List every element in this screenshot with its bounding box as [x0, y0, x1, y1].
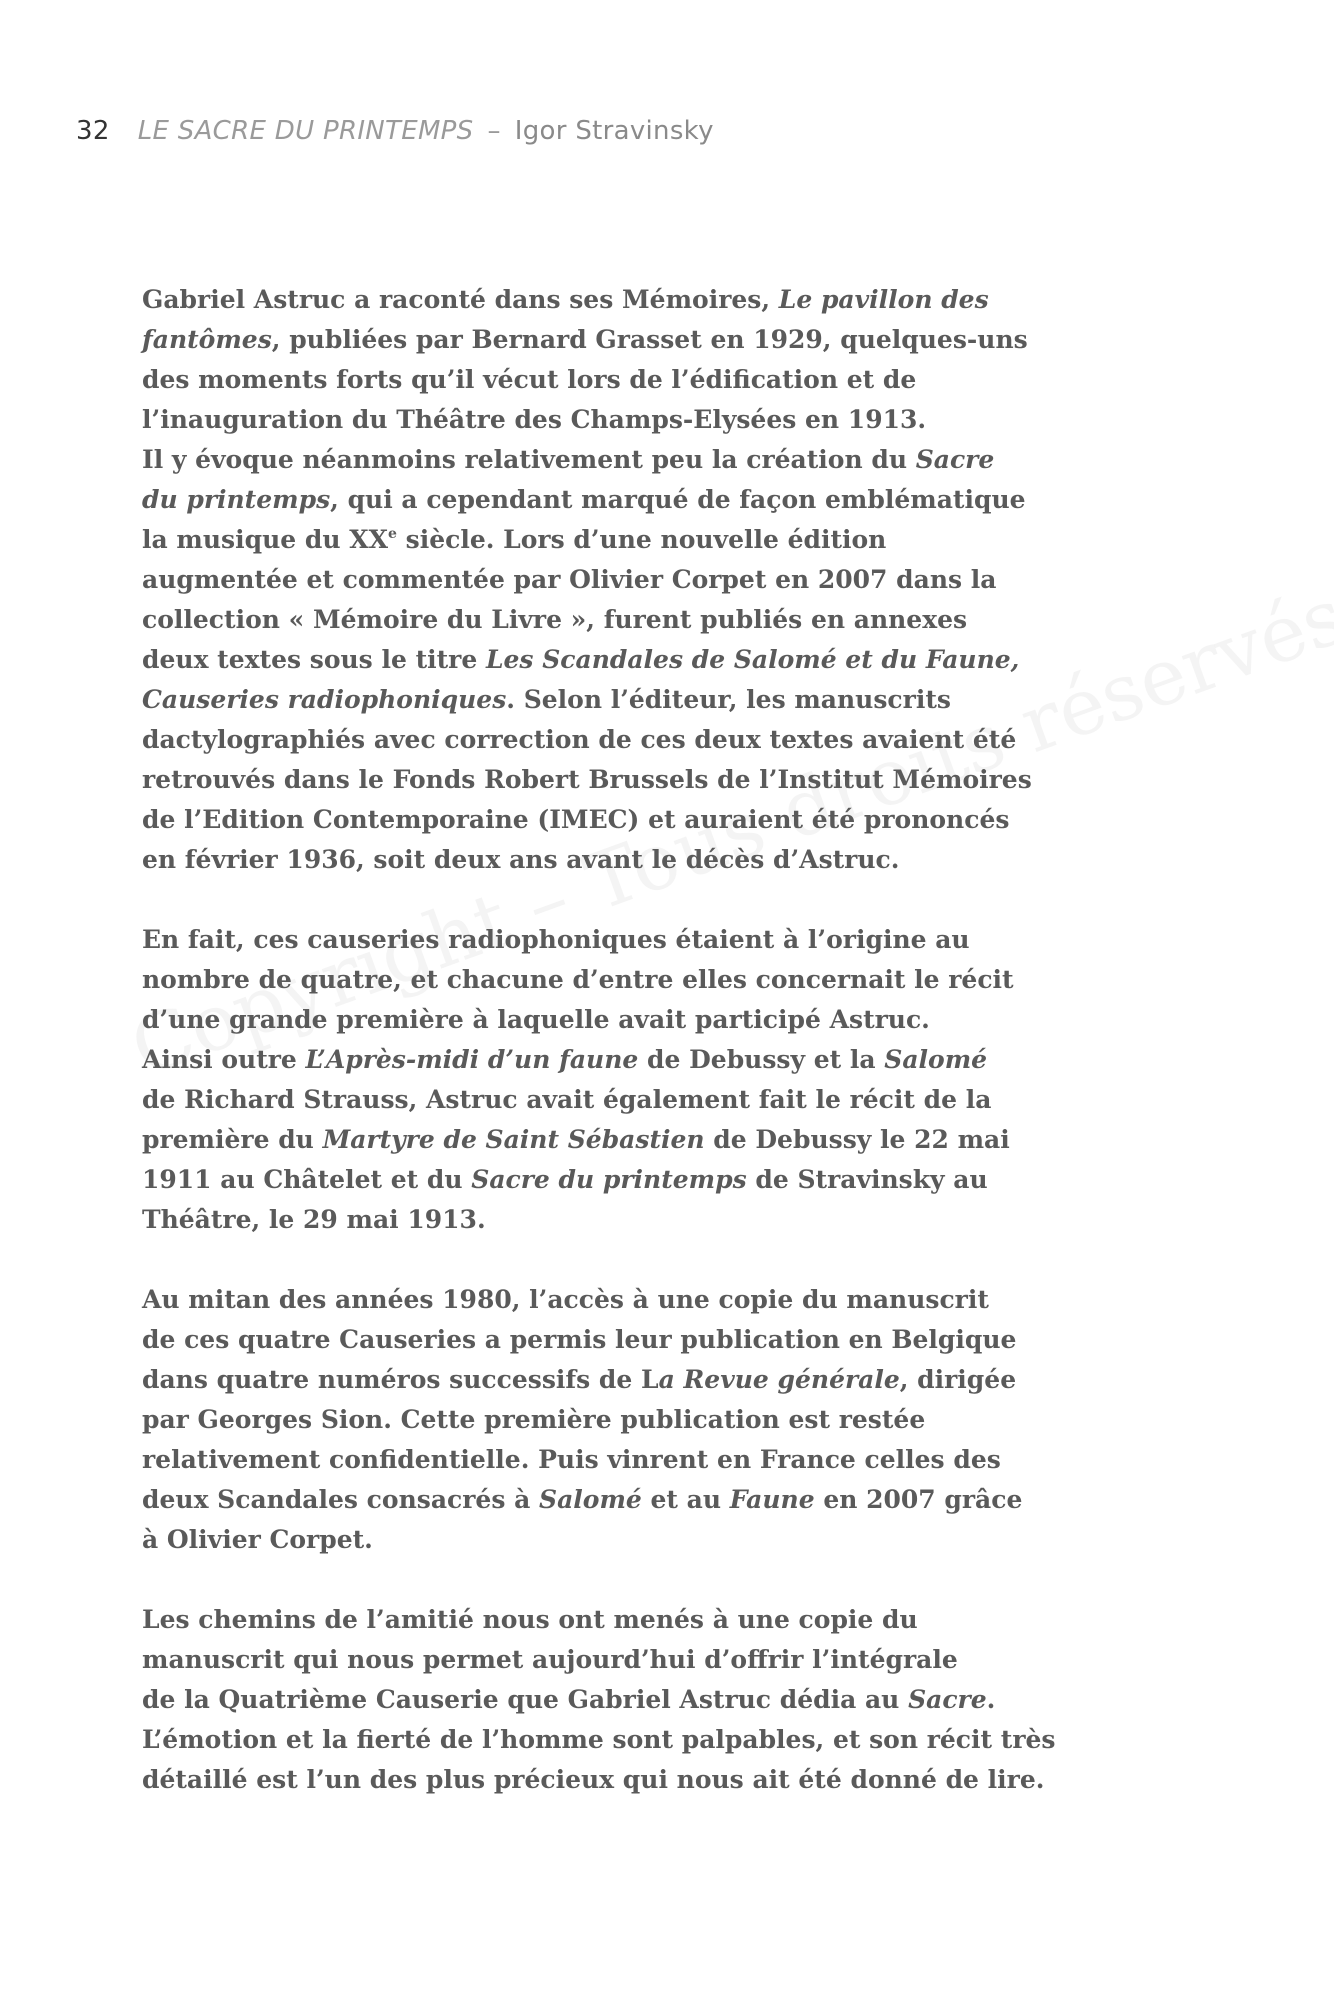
text-run: . Selon l’éditeur, les manuscrits [506, 685, 951, 714]
italic-text: Les Scandales de Salomé et du Faune, [485, 645, 1020, 674]
text-line [142, 400, 1022, 440]
text-run: L’émotion et la fierté de l’homme sont palpables, et son récit très [142, 1725, 1056, 1754]
text-line [142, 1720, 1056, 1760]
text-run: de Stravinsky au [746, 1165, 988, 1194]
text-run: En fait, ces causeries radiophoniques étaient à l’origine au [142, 925, 970, 954]
text-line [142, 1480, 1022, 1520]
text-line [142, 600, 1022, 640]
text-line [142, 680, 1022, 720]
text-run: deux textes sous le titre [142, 645, 486, 674]
paragraph [142, 1600, 1056, 1800]
text-line [142, 1000, 1022, 1040]
text-run: et au [641, 1485, 730, 1514]
running-header [76, 116, 714, 146]
text-line [142, 1200, 1022, 1240]
italic-text: Le pavillon des [778, 285, 989, 314]
text-line [142, 1280, 1022, 1320]
paragraph [142, 1280, 1022, 1560]
paragraph [142, 280, 1032, 880]
text-run: Au mitan des années 1980, l’accès à une copie du manuscrit [142, 1285, 989, 1314]
text-line [142, 1040, 1022, 1080]
text-run: . [986, 1685, 996, 1714]
text-line [142, 480, 1026, 520]
book-title: LE SACRE DU PRINTEMPS [137, 116, 474, 146]
text-run: retrouvés dans le Fonds Robert Brussels de l’Institut Mémoires [142, 765, 1032, 794]
text-run: Gabriel Astruc a raconté dans ses Mémoires, [142, 285, 779, 314]
text-line [142, 1520, 1022, 1560]
text-run: nombre de quatre, et chacune d’entre elles concernait le récit [142, 965, 1014, 994]
text-line [142, 1120, 1022, 1160]
body-text [142, 280, 1056, 1840]
text-run: de Debussy et la [638, 1045, 885, 1074]
text-run: en 2007 grâce [814, 1485, 1023, 1514]
text-line [142, 1640, 1022, 1680]
text-line [142, 1360, 1022, 1400]
text-run: , qui a cependant marqué de façon emblématique [330, 485, 1026, 514]
italic-text: fantômes [142, 325, 272, 354]
italic-text: a Revue générale [658, 1365, 900, 1394]
text-line [142, 560, 1022, 600]
text-line [142, 960, 1022, 1000]
paragraph [142, 920, 1022, 1240]
text-run: manuscrit qui nous permet aujourd’hui d’offrir l’intégrale [142, 1645, 958, 1674]
text-run: Il y évoque néanmoins relativement peu la création du [142, 445, 916, 474]
text-run: siècle. Lors d’une nouvelle édition [396, 525, 887, 554]
text-run: par Georges Sion. Cette première publication est restée [142, 1405, 926, 1434]
text-run: de ces quatre Causeries a permis leur publication en Belgique [142, 1325, 1017, 1354]
text-run: deux Scandales consacrés à [142, 1485, 540, 1514]
text-run: , dirigée [899, 1365, 1017, 1394]
italic-text: L’Après-midi d’un faune [305, 1045, 639, 1074]
italic-text: Sacre [915, 445, 995, 474]
text-run: première du [142, 1125, 323, 1154]
text-line [142, 720, 1022, 760]
text-run: de Debussy le 22 mai [704, 1125, 1010, 1154]
italic-text: Martyre de Saint Sébastien [322, 1125, 705, 1154]
text-line [142, 840, 1022, 880]
text-run: d’une grande première à laquelle avait participé Astruc. [142, 1005, 930, 1034]
page-number: 32 [76, 116, 110, 146]
text-run: relativement confidentielle. Puis vinrent en France celles des [142, 1445, 1001, 1474]
author-name: Igor Stravinsky [514, 116, 714, 146]
text-run: Théâtre, le 29 mai 1913. [142, 1205, 486, 1234]
text-run: l’inauguration du Théâtre des Champs-Elysées en 1913. [142, 405, 927, 434]
text-line [142, 1440, 1022, 1480]
text-run: de la Quatrième Causerie que Gabriel Astruc dédia au [142, 1685, 909, 1714]
text-run: la musique du XX [142, 525, 389, 554]
text-run: en février 1936, soit deux ans avant le décès d’Astruc. [142, 845, 900, 874]
text-line [142, 1600, 1022, 1640]
italic-text: Causeries radiophoniques [142, 685, 507, 714]
text-line [142, 320, 1028, 360]
text-line [142, 1320, 1022, 1360]
text-line [142, 640, 1022, 680]
text-line [142, 1400, 1022, 1440]
italic-text: Faune [729, 1485, 815, 1514]
text-run: à Olivier Corpet. [142, 1525, 373, 1554]
italic-text: Sacre [908, 1685, 987, 1714]
text-run: 1911 au Châtelet et du [142, 1165, 472, 1194]
text-run: , publiées par Bernard Grasset en 1929, quelques-uns [271, 325, 1028, 354]
text-line [142, 280, 1022, 320]
text-run: de l’Edition Contemporaine (IMEC) et auraient été prononcés [142, 805, 1010, 834]
text-run: dactylographiés avec correction de ces deux textes avaient été [142, 725, 1017, 754]
text-line [142, 1760, 1045, 1800]
text-line [142, 760, 1032, 800]
text-run: collection « Mémoire du Livre », furent publiés en annexes [142, 605, 968, 634]
text-run: des moments forts qu’il vécut lors de l’édification et de [142, 365, 917, 394]
text-run: dans quatre numéros successifs de L [142, 1365, 659, 1394]
text-line [142, 800, 1022, 840]
text-run: détaillé est l’un des plus précieux qui nous ait été donné de lire. [142, 1765, 1045, 1794]
text-run: Ainsi outre [142, 1045, 306, 1074]
text-run: Les chemins de l’amitié nous ont menés à une copie du [142, 1605, 918, 1634]
text-line [142, 440, 1022, 480]
text-run: augmentée et commentée par Olivier Corpet en 2007 dans la [142, 565, 997, 594]
superscript: e [388, 526, 397, 542]
text-line [142, 1680, 1022, 1720]
text-line [142, 1080, 1022, 1120]
italic-text: du printemps [142, 485, 331, 514]
italic-text: Sacre du printemps [471, 1165, 747, 1194]
text-line [142, 1160, 1022, 1200]
italic-text: Salomé [884, 1045, 988, 1074]
text-line [142, 520, 1022, 560]
italic-text: Salomé [539, 1485, 642, 1514]
header-separator: – [487, 116, 501, 146]
text-line [142, 920, 1022, 960]
text-line [142, 360, 1022, 400]
text-run: de Richard Strauss, Astruc avait également fait le récit de la [142, 1085, 992, 1114]
